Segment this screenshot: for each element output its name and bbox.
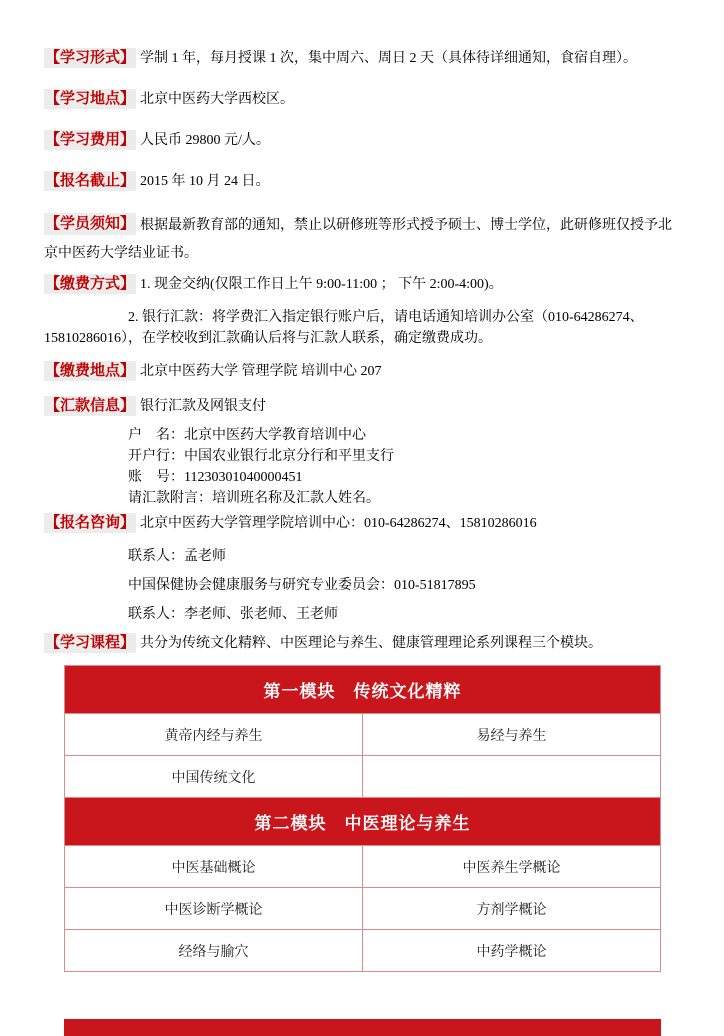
study-fee-label: 【学习费用】 — [45, 132, 136, 148]
remittance-account-name: 户 名：北京中医药大学教育培训中心 — [128, 428, 366, 443]
courses-label: 【学习课程】 — [45, 635, 136, 651]
section-study-fee — [44, 130, 684, 151]
section-consultation — [44, 513, 684, 534]
table-row — [65, 756, 661, 798]
remittance-info-content: 银行汇款及网银支付 — [140, 399, 267, 414]
remittance-details — [128, 425, 684, 509]
section-payment-method — [44, 274, 684, 295]
course-cell: 中药学概论 — [363, 930, 661, 972]
course-cell: 中医养生学概论 — [363, 846, 661, 888]
module3-header-partial-bar — [64, 1019, 661, 1036]
study-location-label: 【学习地点】 — [45, 91, 136, 107]
student-notice-content: 根据最新教育部的通知，禁止以研修班等形式授予硕士、博士学位，此研修班仅授予北京中医药大学结业证书。 — [44, 218, 673, 261]
consultation-contact-1: 联系人：孟老师 — [128, 549, 226, 564]
consultation-label: 【报名咨询】 — [45, 515, 136, 531]
course-cell: 经络与腧穴 — [65, 930, 363, 972]
registration-deadline-label: 【报名截止】 — [45, 173, 136, 189]
remittance-info-label: 【汇款信息】 — [45, 398, 136, 414]
section-study-location — [44, 89, 684, 110]
student-notice-label: 【学员须知】 — [44, 213, 136, 235]
course-cell — [363, 756, 661, 798]
module1-title: 第一模块 传统文化精粹 — [65, 666, 661, 714]
table-row — [65, 714, 661, 756]
remittance-note: 请汇款附言：培训班名称及汇款人姓名。 — [128, 491, 380, 506]
course-cell: 黄帝内经与养生 — [65, 714, 363, 756]
study-format-label: 【学习形式】 — [45, 50, 136, 66]
section-courses — [44, 633, 684, 654]
payment-location-label: 【缴费地点】 — [45, 363, 136, 379]
section-study-format — [44, 48, 684, 69]
section-payment-location — [44, 361, 684, 382]
course-table — [64, 665, 661, 972]
consultation-association: 中国保健协会健康服务与研究专业委员会：010-51817895 — [128, 578, 476, 593]
section-student-notice — [44, 212, 684, 268]
course-cell: 中医诊断学概论 — [65, 888, 363, 930]
table-row — [65, 930, 661, 972]
consultation-details — [128, 542, 684, 629]
remittance-bank-branch: 开户行：中国农业银行北京分行和平里支行 — [128, 449, 394, 464]
remittance-account-number: 账 号：11230301040000451 — [128, 470, 303, 485]
study-fee-content: 人民币 29800 元/人。 — [140, 133, 270, 148]
study-format-content: 学制 1 年，每月授课 1 次，集中周六、周日 2 天（具体待详细通知，食宿自理）。 — [140, 51, 638, 66]
course-cell: 易经与养生 — [363, 714, 661, 756]
consultation-contact-2: 联系人：李老师、张老师、王老师 — [128, 607, 338, 622]
module2-title: 第二模块 中医理论与养生 — [65, 798, 661, 846]
module2-header-row — [65, 798, 661, 846]
payment-method-content: 1. 现金交纳(仅限工作日上午 9:00-11:00 ； 下午 2:00-4:00)。 — [140, 277, 503, 292]
payment-method-label: 【缴费方式】 — [45, 276, 136, 292]
course-cell: 方剂学概论 — [363, 888, 661, 930]
table-row — [65, 888, 661, 930]
consultation-content: 北京中医药大学管理学院培训中心：010-64286274、15810286016 — [140, 516, 537, 531]
payment-method-bank-paragraph: 2. 银行汇款：将学费汇入指定银行账户后，请电话通知培训办公室（010-64286274、15810286016），在学校收到汇款确认后将与汇款人联系，确定缴费成功。 — [44, 310, 644, 346]
section-remittance-info — [44, 396, 684, 417]
module1-header-row — [65, 666, 661, 714]
course-cell: 中国传统文化 — [65, 756, 363, 798]
registration-deadline-content: 2015 年 10 月 24 日。 — [140, 174, 270, 189]
payment-location-content: 北京中医药大学 管理学院 培训中心 207 — [140, 364, 382, 379]
section-registration-deadline — [44, 171, 684, 192]
table-row — [65, 846, 661, 888]
courses-content: 共分为传统文化精粹、中医理论与养生、健康管理理论系列课程三个模块。 — [140, 636, 603, 651]
course-cell: 中医基础概论 — [65, 846, 363, 888]
study-location-content: 北京中医药大学西校区。 — [140, 92, 295, 107]
